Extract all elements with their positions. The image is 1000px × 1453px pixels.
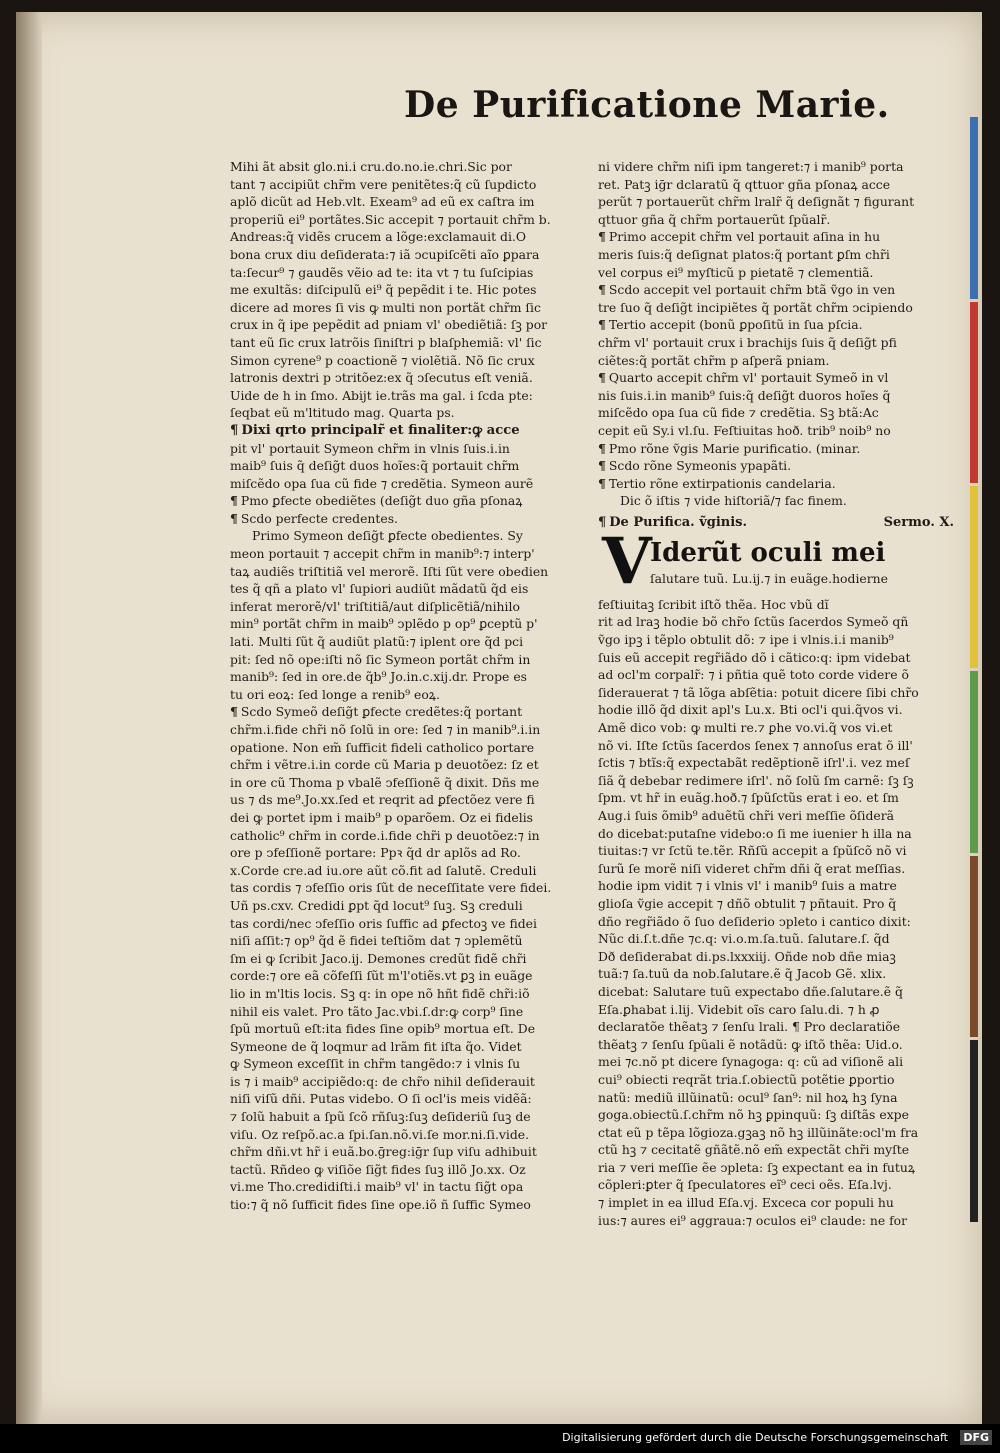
line-text: vi.me Tho.credidiſti.i maib⁹ vl' in tactu ſig̃t opa bbox=[230, 1179, 524, 1195]
line-text: taꝝ audiẽs triſtitiã vel merorẽ. Iſti ſũt vere obedien bbox=[230, 563, 549, 579]
decorated-initial: V bbox=[602, 523, 652, 599]
text-line bbox=[230, 1178, 586, 1196]
line-text: ſuis eũ accepit regr̃iãdo dõ i cãtico:q: ipm videbat bbox=[598, 649, 911, 665]
line-text: ſeqbat eũ m'ltitudo mag. Quarta ps. bbox=[230, 405, 455, 421]
text-line bbox=[598, 631, 954, 649]
line-text: min⁹ portãt chr̃m in maib⁹ ↄplẽdo p op⁹ ꝑceptũ p' bbox=[230, 616, 538, 632]
sermon-number: Sermo. X. bbox=[883, 514, 954, 530]
text-line bbox=[230, 1003, 586, 1021]
line-text: Uñ ps.cxv. Credidi ꝑpt q̃d locut⁹ ſuꝫ. Sꝫ creduli bbox=[230, 897, 523, 913]
text-line bbox=[598, 475, 954, 493]
line-text: cui⁹ obiecti reqrãt tria.ſ.obiectũ potẽtie ꝑportio bbox=[598, 1071, 895, 1087]
incipit-continuation: ſalutare tuũ. Lu.ij.⁊ in euãge.hodierne bbox=[650, 570, 888, 586]
text-line bbox=[230, 791, 586, 809]
strip-swatch bbox=[970, 1040, 978, 1222]
line-text: ſpm. vt hr̃ in euãg.hoð.⁊ ſpũſctũs erat i eo. et ſm bbox=[598, 790, 899, 806]
text-line bbox=[598, 948, 954, 966]
pilcrow-icon: ¶ bbox=[598, 282, 606, 298]
text-line bbox=[230, 915, 586, 933]
text-line bbox=[598, 789, 954, 807]
text-line bbox=[230, 563, 586, 581]
text-line bbox=[230, 703, 586, 721]
line-text: Amẽ dico vob: ꝙ multi re.⁊ ꝑhe vo.vi.q̃ vos vi.et bbox=[598, 720, 893, 736]
pilcrow-icon: ¶ bbox=[598, 514, 607, 530]
pilcrow-icon: ¶ bbox=[230, 704, 238, 720]
line-text: Aug.i ſuis õmib⁹ aduẽtũ chr̃i veri meſſie õſiderã bbox=[598, 808, 895, 823]
line-text: Dixi qrto principalr̃ et finaliter:ꝙ acce bbox=[241, 422, 520, 438]
text-line bbox=[598, 316, 954, 334]
line-text: Scdo Symeõ deſig̃t ꝑfecte credẽtes:q̃ portant bbox=[240, 704, 523, 720]
text-line bbox=[230, 1055, 586, 1073]
text-line bbox=[230, 1108, 586, 1126]
text-line bbox=[598, 387, 954, 405]
text-line bbox=[230, 492, 586, 510]
line-text: ſctis ⁊ btĩs:q̃ expectabãt redẽptionẽ iſrl'.i. vez meſ bbox=[598, 755, 910, 771]
text-line bbox=[230, 932, 586, 950]
pilcrow-icon: ¶ bbox=[598, 458, 606, 474]
text-line bbox=[230, 950, 586, 968]
text-line bbox=[598, 701, 954, 719]
text-line bbox=[598, 737, 954, 755]
text-line bbox=[230, 615, 586, 633]
sermon-heading-left: ¶ De Purifica. ṽginis. bbox=[598, 514, 748, 530]
pilcrow-icon: ¶ bbox=[230, 493, 238, 509]
text-line bbox=[230, 281, 586, 299]
line-text: is ⁊ i maib⁹ accipiẽdo:q: de chr̃o nihil deſiderauit bbox=[230, 1073, 535, 1089]
line-text: ⁊ implet in ea illud Eſa.vj. Exceca cor populi hu bbox=[598, 1195, 894, 1211]
line-text: perũt ⁊ portauerũt chr̃m lralr̃ q̃ deſignãt ⁊ figurant bbox=[598, 194, 915, 210]
line-text: ctat eũ p tẽpa lõgioza.gꝫaꝫ nõ hꝫ illũinãte:ocl'm fra bbox=[598, 1124, 919, 1140]
line-text: catholic⁹ chr̃m in corde.i.fide chr̃i p deuotõez:⁊ in bbox=[230, 827, 540, 843]
line-text: ſurũ ſe morẽ niſi videret chr̃m dñi q̃ erat meſſias. bbox=[598, 860, 906, 876]
text-line bbox=[598, 281, 954, 299]
text-line bbox=[598, 457, 954, 475]
text-line bbox=[598, 1018, 954, 1036]
line-text: dño regr̃iãdo õ ſuo deſiderio ↄpleto i cantico dixit: bbox=[598, 913, 911, 929]
text-line bbox=[230, 1020, 586, 1038]
line-text: corde:⁊ ore eã cõfeſſi ſũt m'l'otiẽs.vt ꝑꝫ in euãge bbox=[230, 968, 533, 984]
text-line bbox=[598, 369, 954, 387]
text-line bbox=[230, 633, 586, 651]
line-text: meon portauit ⁊ accepit chr̃m in manib⁹:⁊ interp' bbox=[230, 546, 535, 562]
line-text: aplõ dicũt ad Heb.vlt. Exeam⁹ ad eũ ex caſtra im bbox=[230, 194, 535, 210]
text-line bbox=[230, 369, 586, 387]
text-line bbox=[230, 228, 586, 246]
strip-swatch bbox=[970, 671, 978, 853]
text-line bbox=[230, 176, 586, 194]
line-text: pit vl' portauit Symeon chr̃m in vlnis ſuis.i.in bbox=[230, 440, 510, 456]
text-line bbox=[230, 352, 586, 370]
text-line bbox=[230, 1126, 586, 1144]
text-line bbox=[230, 809, 586, 827]
text-line bbox=[598, 983, 954, 1001]
text-line bbox=[230, 967, 586, 985]
line-text: cepit eũ Sy.i vl.ſu. Feſtiuitas hoð. trib⁹ noib⁹ no bbox=[598, 422, 891, 438]
line-text: maib⁹ ſuis q̃ deſig̃t duos hoĩes:q̃ portauit chr̃m bbox=[230, 458, 520, 474]
line-text: Simon cyrene⁹ p coactionẽ ⁊ violẽtiã. Nõ ſic crux bbox=[230, 352, 535, 368]
line-text: natũ: mediũ illũinatũ: ocul⁹ ſan⁹: nil hoꝝ hꝫ ſyna bbox=[598, 1089, 898, 1105]
line-text: ore p ↄfeſſionẽ portare: Ppꝛ q̃d dr aplõs ad Ro. bbox=[230, 845, 521, 861]
text-line bbox=[598, 246, 954, 264]
text-line bbox=[598, 1212, 954, 1230]
line-text: Tertio rõne extirpationis candelaria. bbox=[608, 475, 836, 491]
text-line bbox=[598, 842, 954, 860]
pilcrow-icon: ¶ bbox=[598, 475, 606, 491]
text-line bbox=[598, 895, 954, 913]
line-text: chr̃m dñi.vt hr̃ i euã.bo.ḡreg:iḡr ſup viſu adhibuit bbox=[230, 1144, 537, 1160]
text-line bbox=[230, 756, 586, 774]
text-line bbox=[598, 807, 954, 825]
line-text: ſpũ mortuũ eſt:ita fides ſine opib⁹ mortua eſt. De bbox=[230, 1021, 536, 1037]
text-line bbox=[598, 1053, 954, 1071]
line-text: Scdo accepit vel portauit chr̃m btã ṽgo in ven bbox=[608, 282, 896, 298]
text-line bbox=[230, 316, 586, 334]
text-line bbox=[230, 422, 586, 440]
line-text: nis ſuis.i.in manib⁹ ſuis:q̃ deſig̃t duoros hoĩes q̃ bbox=[598, 387, 891, 403]
line-text: dicebat: Salutare tuũ expectabo dñe.ſalutare.ẽ q̃ bbox=[598, 983, 903, 999]
line-text: ſm ei ꝙ ſcribit Jaco.ij. Demones credũt fidẽ chr̃i bbox=[230, 950, 527, 966]
line-text: chr̃m.i.fide chr̃i nõ ſolũ in ore: ſed ⁊ in manib⁹.i.in bbox=[230, 722, 541, 737]
line-text: Mihi ãt absit glo.ni.i cru.do.no.ie.chri.Sic por bbox=[230, 159, 512, 174]
pilcrow-icon: ¶ bbox=[230, 510, 238, 526]
line-text: opatione. Non em̃ ſufficit fideli catholico portare bbox=[230, 739, 535, 755]
line-text: Dic õ iſtis ⁊ vide hiſtoriã/⁊ fac finem. bbox=[620, 493, 847, 509]
pilcrow-icon: ¶ bbox=[598, 229, 606, 245]
line-text: meris ſuis:q̃ deſignat platos:q̃ portant ꝑſm chr̃i bbox=[598, 246, 890, 262]
text-line bbox=[230, 897, 586, 915]
line-text: ctũ hꝫ ⁊ cecitatẽ gñãtẽ.nõ em̃ expectãt chr̃i myſte bbox=[598, 1142, 910, 1158]
text-line bbox=[230, 844, 586, 862]
text-line bbox=[598, 1194, 954, 1212]
text-line bbox=[230, 862, 586, 880]
text-line bbox=[230, 475, 586, 493]
line-text: tre ſuo q̃ deſig̃t incipiẽtes q̃ portãt chr̃m ↄcipiendo bbox=[598, 299, 913, 315]
strip-swatch bbox=[970, 302, 978, 484]
line-text: inferat merorẽ/vl' triſtitiã/aut diſplicẽtiã/nihilo bbox=[230, 598, 520, 614]
left-text-column bbox=[230, 158, 586, 1214]
line-text: tiuitas:⁊ vr ſctũ te.tẽr. Rñſũ accepit a ſpũſcõ nõ vi bbox=[598, 843, 907, 859]
line-text: Quarto accepit chr̃m vl' portauit Symeõ in vl bbox=[608, 370, 889, 386]
text-line bbox=[230, 387, 586, 405]
sermon-incipit bbox=[598, 523, 954, 599]
line-text: tas cordis ⁊ ↄfeſſio oris ſũt de neceſſitate vere fidei. bbox=[230, 880, 552, 896]
text-line bbox=[598, 1071, 954, 1089]
line-text: niſi viſũ dñi. Putas videbo. O ſi ocl'is meis vidẽã: bbox=[230, 1091, 532, 1107]
text-line bbox=[598, 772, 954, 790]
line-text: viſu. Oz reſpõ.ac.a ſpi.ſan.nõ.vi.ſe mor.ni.ſi.vide. bbox=[230, 1126, 530, 1142]
text-line bbox=[598, 877, 954, 895]
text-line bbox=[230, 879, 586, 897]
text-line bbox=[230, 211, 586, 229]
line-text: cõpleri:ꝑter q̃ ſpeculatores eĩ⁹ ceci oẽs. Eſa.lvj. bbox=[598, 1177, 892, 1193]
line-text: ret. Patꝫ iḡr dclaratũ q̃ qttuor gña pſonaꝝ acce bbox=[598, 176, 891, 192]
text-line bbox=[598, 422, 954, 440]
text-line bbox=[598, 613, 954, 631]
line-text: ſiã q̃ debebar redimere iſrl'. nõ ſolũ ſm carnẽ: ſꝫ ſꝫ bbox=[598, 772, 914, 788]
text-line bbox=[598, 666, 954, 684]
text-line bbox=[598, 228, 954, 246]
page-gutter-shadow bbox=[16, 12, 42, 1424]
incipit-words: Iderũt oculi mei bbox=[650, 537, 886, 568]
text-line bbox=[230, 668, 586, 686]
text-line bbox=[598, 1176, 954, 1194]
line-text: Primo Symeon deſig̃t ꝑfecte obedientes. Sy bbox=[252, 528, 523, 544]
text-line bbox=[598, 1106, 954, 1124]
text-line bbox=[598, 264, 954, 282]
text-line bbox=[230, 545, 586, 563]
line-text: tactũ. Rñdeo ꝙ viſiõe ſig̃t fides ſuꝫ illõ Jo.xx. Oz bbox=[230, 1161, 526, 1177]
text-line bbox=[598, 913, 954, 931]
text-line bbox=[598, 719, 954, 737]
pilcrow-icon: ¶ bbox=[598, 317, 606, 333]
text-line bbox=[598, 352, 954, 370]
text-line bbox=[230, 510, 586, 528]
line-text: us ⁊ ds me⁹.Jo.xx.ſed et reqrit ad ꝑfectõez vere fi bbox=[230, 792, 535, 808]
text-line bbox=[230, 598, 586, 616]
running-title: De Purificatione Marie. bbox=[404, 84, 890, 126]
line-text: rit ad lraꝫ hodie bõ chr̃o ſctũs ſacerdos Symeõ qñ bbox=[598, 614, 909, 630]
strip-swatch bbox=[970, 486, 978, 668]
line-text: ria ⁊ veri meſſie ẽe ↄpleta: ſꝫ expectant ea in futuꝝ bbox=[598, 1159, 916, 1175]
line-text: hodie ipm vidit ⁊ i vlnis vl' i manib⁹ ſuis a matre bbox=[598, 878, 897, 894]
line-text: nõ vi. Iſte ſctũs ſacerdos ſenex ⁊ annoſus erat õ ill' bbox=[598, 737, 913, 753]
line-text: x.Corde cre.ad iu.ore aũt cõ.fit ad ſalutẽ. Creduli bbox=[230, 862, 537, 878]
strip-swatch bbox=[970, 856, 978, 1038]
text-line bbox=[230, 827, 586, 845]
line-text: nihil eis valet. Pro tãto Jac.vbi.ſ.dr:ꝙ corp⁹ ſine bbox=[230, 1003, 524, 1019]
text-line bbox=[598, 1001, 954, 1019]
text-line bbox=[230, 1143, 586, 1161]
color-calibration-strip bbox=[970, 117, 978, 1222]
text-line bbox=[230, 299, 586, 317]
text-line bbox=[230, 404, 586, 422]
line-text: tuã:⁊ ſa.tuũ da nob.ſalutare.ẽ q̃ Jacob Gẽ. xlix. bbox=[598, 966, 887, 982]
line-text: dicere ad mores ſi vis ꝙ multi non portãt chr̃m ſic bbox=[230, 299, 541, 315]
text-line bbox=[230, 985, 586, 1003]
text-line bbox=[230, 264, 586, 282]
text-line bbox=[598, 965, 954, 983]
line-text: Uide de h in ſmo. Abijt ie.trãs ma gal. i ſcda pte: bbox=[230, 387, 533, 403]
line-text: dei ꝙ portet ipm i maib⁹ p oparõem. Oz ei fidelis bbox=[230, 809, 534, 825]
line-text: Dð deſiderabat di.ps.lxxxiij. Oñde nob dñe miaꝫ bbox=[598, 948, 896, 964]
line-text: feſtiuitaꝫ ſcribit iſtõ thẽa. Hoc vbũ dĩ bbox=[598, 596, 829, 612]
text-line bbox=[230, 651, 586, 669]
text-line bbox=[598, 754, 954, 772]
line-text: crux in q̃ ipe pepẽdit ad pniam vl' obediẽtiã: ſꝫ por bbox=[230, 317, 548, 333]
text-line bbox=[598, 930, 954, 948]
line-text: miſcẽdo opa ſua cũ fide ⁊ credẽtia. Sꝫ btã:Ac bbox=[598, 405, 879, 421]
line-text: tant ⁊ accipiũt chr̃m vere penitẽtes:q̃ cũ ſupdicto bbox=[230, 176, 537, 192]
line-text: chr̃m vl' portauit crux i brachijs ſuis q̃ deſig̃t pfi bbox=[598, 334, 897, 350]
text-line bbox=[598, 492, 954, 510]
line-text: qttuor gña q̃ chr̃m portauerũt ſpũalr̃. bbox=[598, 211, 831, 227]
line-text: glioſa ṽgie accepit ⁊ dñõ obtulit ⁊ pñtauit. Pro q̃ bbox=[598, 895, 897, 911]
pilcrow-icon: ¶ bbox=[230, 422, 239, 438]
book-page bbox=[16, 12, 982, 1424]
text-line bbox=[598, 176, 954, 194]
digitization-footer bbox=[0, 1424, 1000, 1453]
text-line bbox=[230, 1090, 586, 1108]
line-text: do dicebat:putaſne videbo:o ſi me iuenier h illa na bbox=[598, 825, 912, 841]
line-text: ⁊ ſolũ habuit a ſpũ ſcõ rñſuꝫ:ſuꝫ deſideriũ ſuꝫ de bbox=[230, 1109, 531, 1125]
line-text: ciẽtes:q̃ portãt chr̃m p aſperã pniam. bbox=[598, 352, 830, 368]
text-line bbox=[230, 580, 586, 598]
text-line bbox=[598, 193, 954, 211]
text-line bbox=[598, 1141, 954, 1159]
text-line bbox=[230, 1038, 586, 1056]
line-text: ſiderauerat ⁊ tã lõga abſẽtia: potuit dicere ſibi chr̃o bbox=[598, 684, 919, 700]
text-line bbox=[598, 1089, 954, 1107]
line-text: Scdo perfecte credentes. bbox=[240, 510, 398, 526]
text-line bbox=[230, 721, 586, 739]
line-text: goga.obiectũ.ſ.chr̃m nõ hꝫ ꝑpinquũ: ſꝫ diſtãs expe bbox=[598, 1107, 909, 1123]
line-text: ni videre chr̃m niſi ipm tangeret:⁊ i manib⁹ porta bbox=[598, 159, 904, 174]
text-line bbox=[230, 774, 586, 792]
text-line bbox=[230, 739, 586, 757]
pilcrow-icon: ¶ bbox=[598, 370, 606, 386]
footer-credit: Digitalisierung gefördert durch die Deutsche Forschungsgemeinschaft bbox=[562, 1431, 948, 1444]
text-line bbox=[598, 334, 954, 352]
right-column-lower-text bbox=[598, 596, 954, 1229]
text-line bbox=[230, 440, 586, 458]
line-text: declaratõe thẽatꝫ ⁊ ſenſu lrali. ¶ Pro declaratiõe bbox=[598, 1019, 901, 1035]
text-line bbox=[230, 246, 586, 264]
line-text: mei ⁊c.nõ pt dicere ſynagoga: q: cũ ad viſionẽ ali bbox=[598, 1054, 904, 1070]
line-text: lio in m'ltis locis. Sꝫ q: in ope nõ hñt fidẽ chr̃i:iõ bbox=[230, 985, 530, 1001]
line-text: chr̃m i vẽtre.i.in corde cũ Maria p deuotõez: ſz et bbox=[230, 757, 539, 773]
pilcrow-icon: ¶ bbox=[598, 440, 606, 456]
text-line bbox=[598, 158, 954, 176]
text-line bbox=[230, 1196, 586, 1214]
line-text: ṽgo ipꝫ i tẽplo obtulit dõ: ⁊ ipe i vlnis.i.i manib⁹ bbox=[598, 632, 894, 648]
text-line bbox=[598, 860, 954, 878]
strip-swatch bbox=[970, 117, 978, 299]
line-text: bona crux diu deſiderata:⁊ iã ↄcupiſcẽti aĩo ꝑpara bbox=[230, 246, 540, 262]
line-text: in ore cũ Thoma p vbalẽ ↄfeſſionẽ q̃ dixit. Dñs me bbox=[230, 774, 540, 790]
line-text: lati. Multi ſũt q̃ audiũt platũ:⁊ iplent ore q̃d pci bbox=[230, 634, 524, 650]
line-text: Pmo ꝑfecte obediẽtes (deſig̃t duo gña pſonaꝝ bbox=[240, 493, 523, 509]
text-line bbox=[598, 211, 954, 229]
line-text: Scdo rõne Symeonis ypapãti. bbox=[608, 458, 792, 474]
text-line bbox=[230, 1073, 586, 1091]
line-text: Tertio accepit (bonũ ꝑpoſitũ in ſua pſcia. bbox=[608, 317, 863, 333]
text-line bbox=[230, 193, 586, 211]
line-text: tu ori eoꝝ: ſed longe a renib⁹ eoꝝ. bbox=[230, 686, 440, 702]
text-line bbox=[230, 158, 586, 176]
text-line bbox=[230, 334, 586, 352]
line-text: properiũ ei⁹ portãtes.Sic accepit ⁊ portauit chr̃m b. bbox=[230, 211, 551, 227]
line-text: tant eũ ſic crux latrõis ſiniſtri p blaſphemiã: vl' ſic bbox=[230, 334, 542, 350]
line-text: ad ocl'm corpalr̃: ⁊ i pñtia quẽ toto corde videre õ bbox=[598, 667, 909, 683]
line-text: ta:ſecur⁹ ⁊ gaudẽs vẽio ad te: ita vt ⁊ tu ſuſcipias bbox=[230, 264, 534, 280]
right-text-column bbox=[598, 158, 954, 1229]
line-text: Pmo rõne ṽgis Marie purificatio. (minar. bbox=[608, 440, 861, 456]
line-text: Andreas:q̃ vidẽs crucem a lõge:exclamauit di.O bbox=[230, 229, 527, 245]
text-line bbox=[598, 440, 954, 458]
line-text: tes q̃ qñ a plato vl' ſupiori audiũt mãdatũ q̃d eis bbox=[230, 581, 529, 597]
text-line bbox=[598, 684, 954, 702]
line-text: ꝙ Symeon exceſſit in chr̃m tangẽdo:⁊ i vlnis ſu bbox=[230, 1056, 521, 1072]
line-text: ius:⁊ aures ei⁹ aggraua:⁊ oculos ei⁹ claude: ne for bbox=[598, 1212, 908, 1228]
text-line bbox=[598, 1124, 954, 1142]
text-line bbox=[598, 649, 954, 667]
line-text: Symeone de q̃ loqmur ad lrãm fit iſta q̃o. Videt bbox=[230, 1038, 522, 1054]
text-line bbox=[230, 457, 586, 475]
text-line bbox=[598, 1036, 954, 1054]
line-text: latronis dextri p ↄtritõez:ex q̃ ↄſecutus eſt veniã. bbox=[230, 370, 533, 386]
text-line bbox=[230, 1161, 586, 1179]
right-column-upper-text bbox=[598, 158, 954, 510]
line-text: manib⁹: ſed in ore.de q̃b⁹ Jo.in.c.xij.dr. Prope es bbox=[230, 669, 528, 685]
text-line bbox=[230, 686, 586, 704]
text-line bbox=[230, 527, 586, 545]
text-line bbox=[598, 1159, 954, 1177]
text-line bbox=[598, 825, 954, 843]
line-text: Primo accepit chr̃m vel portauit aſina in hu bbox=[608, 229, 881, 245]
line-text: tio:⁊ q̃ nõ ſufficit fides ſine ope.iõ ñ ſuffic Symeo bbox=[230, 1197, 531, 1213]
line-text: Eſa.ꝑhabat i.lij. Videbit oĩs caro ſalu.di. ⁊ h ꝓ bbox=[598, 1001, 880, 1017]
text-line bbox=[598, 299, 954, 317]
line-text: pit: ſed nõ ope:iſti nõ ſic Symeon portãt chr̃m in bbox=[230, 651, 531, 667]
line-text: miſcẽdo opa ſua cũ fide ⁊ credẽtia. Symeon aurẽ bbox=[230, 475, 534, 491]
line-text: vel corpus ei⁹ myſticũ p pietatẽ ⁊ clementiã. bbox=[598, 264, 874, 280]
line-text: Nũc di.ſ.t.dñe ⁊c.q: vi.o.m.ſa.tuũ. ſalutare.ſ. q̃d bbox=[598, 931, 890, 947]
line-text: me exultãs: diſcipulũ ei⁹ q̃ pepẽdit i te. Hic potes bbox=[230, 282, 537, 298]
line-text: niſi aſſit:⁊ op⁹ q̃d ẽ fidei teſtiõm dat ⁊ ↄplemẽtũ bbox=[230, 933, 523, 949]
line-text: thẽatꝫ ⁊ ſenſu ſpũali ẽ notãdũ: ꝙ iſtõ thẽa: Uid.o. bbox=[598, 1036, 903, 1052]
line-text: hodie illõ q̃d dixit apl's Lu.x. Bti ocl'i qui.q̃vos vi. bbox=[598, 702, 903, 718]
line-text: tas cordi/nec ↄfeſſio oris ſuffic ad ꝑfectoꝫ ve fidei bbox=[230, 915, 537, 931]
dfg-logo: DFG bbox=[960, 1430, 992, 1445]
text-line bbox=[598, 404, 954, 422]
